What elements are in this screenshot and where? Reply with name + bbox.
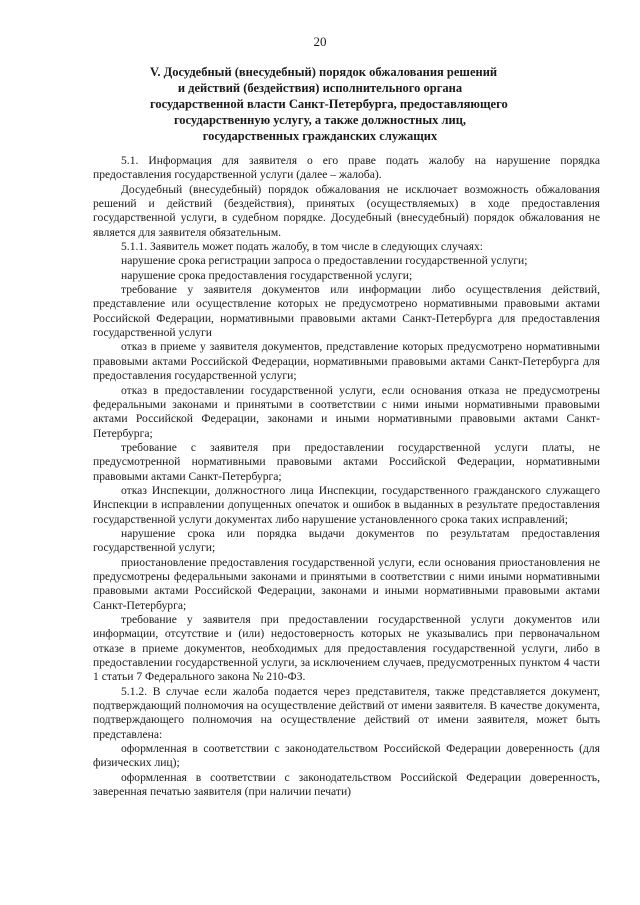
paragraph-5-1-1: 5.1.1. Заявитель может подать жалобу, в том числе в следующих случаях: (121, 240, 483, 254)
section-heading (150, 64, 508, 144)
list-item: отказ Инспекции, должностного лица Инспекции, государственного гражданского служащего Инспекции в исправлении допущенных опечаток и ошибок в выданных в результате предоставления государственной услуги документах либо нарушение установленного срока таких исправлений; (93, 483, 600, 526)
list-item: отказ в предоставлении государственной услуги, если основания отказа не предусмотрены федеральными законами и принятыми в соответствии с ними иными нормативными правовыми актами Российской Федерации, законами и иными нормативными правовыми актами Санкт-Петербурга; (93, 383, 600, 440)
list-item: нарушение срока предоставления государственной услуги; (121, 268, 413, 282)
document-body (93, 154, 600, 799)
paragraph: Досудебный (внесудебный) порядок обжалования не исключает возможность обжалования решений и действий (бездействия), принятых (осуществляемых) в ходе предоставления государственной услуги, в судебном порядке. Досудебный (внесудебный) порядок обжалования не является для заявителя обязательным. (93, 182, 600, 239)
list-item: приостановление предоставления государственной услуги, если основания приостановления не предусмотрены федеральными законами и принятыми в соответствии с ними иными нормативными правовыми актами Российской Федерации, законами и иными нормативными правовыми актами Санкт-Петербурга; (93, 555, 600, 612)
heading-line: государственную услугу, а также должностных лиц, (173, 113, 467, 127)
paragraph-5-1-2: 5.1.2. В случае если жалоба подается через представителя, также представляется документ, подтверждающий полномочия на осуществление действий от имени заявителя. В качестве документа, подтверждающего полномочия на осуществление действий от имени заявителя, может быть представлена: (93, 684, 600, 741)
list-item: нарушение срока регистрации запроса о предоставлении государственной услуги; (121, 254, 528, 268)
list-item: требование у заявителя при предоставлении государственной услуги документов или информации, отсутствие и (или) недостоверность которых не указывались при первоначальном отказе в приеме документов, необходимых для предоставления государственной услуги, либо в предоставлении государственной услуги, за исключением случаев, предусмотренных пунктом 4 части 1 статьи 7 Федерального закона № 210-ФЗ. (93, 613, 600, 684)
list-item: нарушение срока или порядка выдачи документов по результатам предоставления государственной услуги; (93, 526, 600, 555)
heading-line: и действий (бездействия) исполнительного органа (177, 81, 463, 95)
page-number: 20 (313, 34, 327, 49)
list-item: отказ в приеме у заявителя документов, представление которых предусмотрено нормативными правовыми актами Российской Федерации, нормативными правовыми актами Санкт-Петербурга для предоставления государственной услуги; (93, 340, 600, 383)
list-item: требование у заявителя документов или информации либо осуществления действий, представление или осуществление которых не предусмотрено нормативными правовыми актами Российской Федерации, нормативными правовыми актами Санкт-Петербурга для предоставления государственной услуги (93, 283, 600, 340)
heading-line: государственной власти Санкт-Петербурга, предоставляющего (150, 97, 508, 111)
paragraph-5-1: 5.1. Информация для заявителя о его праве подать жалобу на нарушение порядка предоставления государственной услуги (далее – жалоба). (93, 154, 600, 182)
heading-line: государственных гражданских служащих (202, 129, 438, 143)
list-item: оформленная в соответствии с законодательством Российской Федерации доверенность (для физических лиц); (93, 742, 600, 770)
heading-line: V. Досудебный (внесудебный) порядок обжалования решений (150, 65, 498, 79)
list-item: требование с заявителя при предоставлении государственной услуги платы, не предусмотренной нормативными правовыми актами Российской Федерации, нормативными правовыми актами Санкт-Петербурга; (93, 440, 600, 483)
list-item: оформленная в соответствии с законодательством Российской Федерации доверенность, заверенная печатью заявителя (при наличии печати) (93, 770, 600, 799)
